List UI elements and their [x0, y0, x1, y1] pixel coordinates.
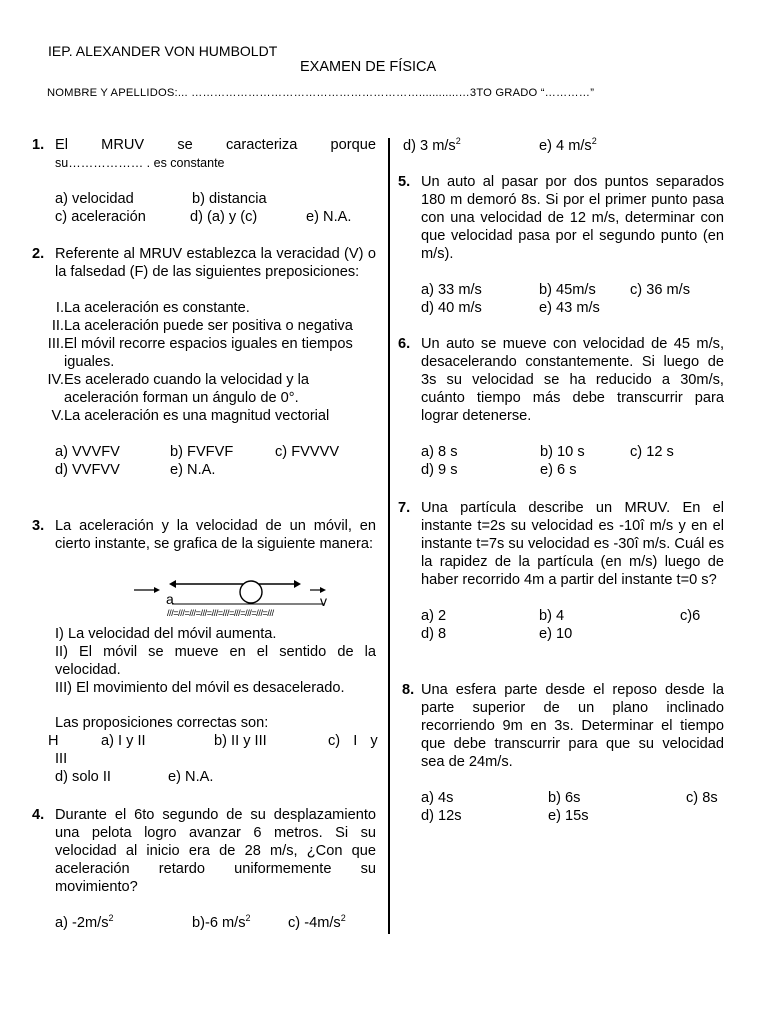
question-number: 3.	[32, 518, 45, 534]
roman-numeral: V.	[51, 408, 64, 424]
exponent: 2	[108, 913, 114, 923]
statement-text: La aceleración es constante.	[64, 300, 250, 316]
question-stem: Una partícula describe un MRUV. En el instante t=2s su velocidad es -10î m/s y en el instante t=7s su velocidad es -30î m/s. Cuál es la rapidez de la partícula (en m/s) luego de haber recorrido 4m a partir del instante t=0 s?	[421, 500, 724, 588]
question-stem: Un auto al pasar por dos puntos separados 180 m demoró 8s. Si por el primer punto pasa con una velocidad de 12 m/s, determinar con que velocidad pasa por el segundo punto (en m/s).	[421, 174, 724, 262]
option-c[interactable]: c) aceleración	[55, 209, 146, 225]
option-d[interactable]: d) (a) y (c)	[190, 209, 258, 225]
option-c[interactable]: c)6	[680, 608, 701, 624]
motion-arrowhead-right	[294, 580, 301, 588]
question-number: 7.	[398, 500, 411, 516]
proposition-1: I) La velocidad del móvil aumenta.	[55, 626, 277, 642]
school-name: IEP. ALEXANDER VON HUMBOLDT	[48, 43, 278, 59]
question-stem: El MRUV se caracteriza porque	[55, 137, 376, 153]
option-text: b)-6 m/s	[192, 915, 246, 931]
option-d[interactable]: d) 9 s	[421, 462, 458, 478]
option-text: a) -2m/s	[55, 915, 109, 931]
options-row	[32, 190, 376, 208]
exponent: 2	[340, 913, 346, 923]
exam-title: EXAMEN DE FÍSICA	[300, 59, 437, 75]
option-d[interactable]: d) 40 m/s	[421, 300, 482, 316]
option-e[interactable]: e) 15s	[548, 808, 589, 824]
option-a[interactable]: a) I y II	[101, 733, 146, 749]
option-e[interactable]: e) 10	[539, 626, 573, 642]
statement-item	[32, 317, 376, 335]
statement-item	[32, 407, 376, 425]
label-v: v	[320, 593, 327, 609]
statement-item	[32, 371, 376, 389]
options-row	[398, 789, 724, 807]
option-text: e) 4 m/s	[539, 138, 592, 154]
option-a[interactable]	[55, 914, 114, 932]
question-4	[32, 806, 376, 932]
option-c[interactable]: c) 8s	[686, 790, 718, 806]
option-b[interactable]: b) FVFVF	[170, 444, 234, 460]
option-e[interactable]: e) N.A.	[306, 209, 352, 225]
question-5	[398, 173, 724, 317]
question-stem: Referente al MRUV establezca la veracidad (V) o la falsedad (F) de las siguientes preposiciones:	[55, 246, 376, 280]
option-b[interactable]: b) 45m/s	[539, 282, 596, 298]
options-row	[398, 281, 724, 299]
question-number: 5.	[398, 174, 411, 190]
roman-numeral: II.	[51, 318, 64, 334]
statement-text: aceleración forman un ángulo de 0°.	[64, 390, 299, 406]
option-d[interactable]: d) solo II	[55, 769, 111, 785]
question-number: 2.	[32, 246, 45, 262]
option-text: d) 3 m/s	[403, 138, 456, 154]
ground-hatching: ///=///=///=///=///=///=///=///=///=///	[167, 608, 274, 618]
options-row	[32, 443, 376, 461]
motion-diagram	[124, 576, 344, 610]
statement-item	[32, 335, 376, 353]
options-row	[398, 443, 724, 461]
option-b[interactable]: b) 6s	[548, 790, 581, 806]
proposition-2: II) El móvil se mueve en el sentido de la velocidad.	[55, 644, 376, 678]
option-e[interactable]: e) N.A.	[168, 769, 214, 785]
question-3-props	[32, 625, 376, 786]
question-stem: Una esfera parte desde el reposo desde la parte superior de un plano inclinado recorriendo 9m en 3s. Determinar el tiempo que debe transcurrir para que su velocidad sea de 24m/s.	[421, 682, 724, 770]
options-row	[398, 807, 724, 825]
statement-text: iguales.	[64, 354, 115, 370]
option-b[interactable]: b) II y III	[214, 733, 267, 749]
question-stem-cont: su……………… . es constante	[55, 156, 225, 170]
question-number: 8.	[402, 682, 415, 698]
option-h: H	[48, 733, 59, 749]
question-7	[398, 499, 724, 643]
option-text: c) -4m/s	[288, 915, 341, 931]
options-row	[32, 768, 376, 786]
options-row	[32, 914, 376, 932]
options-row	[398, 137, 724, 155]
roman-numeral: I.	[55, 300, 64, 316]
option-e[interactable]: e) N.A.	[170, 462, 216, 478]
motion-arrowhead-left	[169, 580, 176, 588]
option-c[interactable]	[288, 914, 346, 932]
option-e[interactable]	[539, 137, 597, 155]
question-number: 6.	[398, 336, 411, 352]
exponent: 2	[245, 913, 251, 923]
option-a[interactable]: a) 2	[421, 608, 447, 624]
option-c[interactable]: c) FVVVV	[275, 444, 340, 460]
student-name-line: NOMBRE Y APELLIDOS:... ……………………………………………………............…3TO GRADO “…………”	[47, 87, 595, 99]
statement-text: La aceleración puede ser positiva o negativa	[64, 318, 353, 334]
acceleration-arrowhead	[154, 587, 160, 593]
option-a[interactable]: a) velocidad	[55, 191, 134, 207]
question-4-cont	[398, 137, 724, 155]
label-a: a	[166, 591, 174, 607]
option-c-cont: III	[55, 751, 68, 767]
option-b[interactable]: b) 4	[539, 608, 565, 624]
options-row	[398, 607, 724, 625]
option-d[interactable]: d) 8	[421, 626, 447, 642]
option-c[interactable]: c) I y	[328, 733, 378, 749]
question-stem: Un auto se mueve con velocidad de 45 m/s, desacelerando constantemente. Si luego de 3s su velocidad se ha reducido a 30m/s, cuánto tiempo más debe transcurrir para lograr detenerse.	[421, 336, 724, 424]
option-c[interactable]: c) 36 m/s	[630, 282, 691, 298]
option-a[interactable]: a) VVVFV	[55, 444, 120, 460]
question-number: 1.	[32, 137, 45, 153]
question-2	[32, 245, 376, 479]
statement-text: La aceleración es una magnitud vectorial	[64, 408, 330, 424]
statement-item	[32, 389, 376, 407]
question-6	[398, 335, 724, 479]
option-e[interactable]: e) 43 m/s	[539, 300, 600, 316]
option-e[interactable]: e) 6 s	[540, 462, 577, 478]
statement-text: El móvil recorre espacios iguales en tiempos	[64, 336, 353, 352]
question-1	[32, 136, 376, 226]
statement-item	[32, 299, 376, 317]
statement-text: Es acelerado cuando la velocidad y la	[64, 372, 310, 388]
option-c[interactable]: c) 12 s	[630, 444, 674, 460]
correct-label: Las proposiciones correctas son:	[55, 715, 269, 731]
roman-numeral: III.	[47, 336, 64, 352]
roman-numeral: IV.	[47, 372, 64, 388]
question-number: 4.	[32, 807, 45, 823]
exponent: 2	[591, 136, 597, 146]
proposition-3: III) El movimiento del móvil es desacelerado.	[55, 680, 345, 696]
option-d[interactable]: d) 12s	[421, 808, 462, 824]
option-b[interactable]	[192, 914, 251, 932]
question-8	[398, 681, 724, 825]
options-row	[32, 208, 376, 226]
question-stem: La aceleración y la velocidad de un móvil, en cierto instante, se grafica de la siguiente manera:	[55, 518, 376, 552]
question-3	[32, 517, 376, 553]
option-b[interactable]: b) 10 s	[540, 444, 585, 460]
option-b[interactable]: b) distancia	[192, 191, 267, 207]
options-row	[398, 461, 724, 479]
option-a[interactable]: a) 8 s	[421, 444, 458, 460]
option-d[interactable]	[403, 137, 461, 155]
options-row	[32, 461, 376, 479]
option-a[interactable]: a) 4s	[421, 790, 454, 806]
option-a[interactable]: a) 33 m/s	[421, 282, 482, 298]
options-row	[398, 625, 724, 643]
options-row	[398, 299, 724, 317]
statement-item	[32, 353, 376, 371]
question-stem: Durante el 6to segundo de su desplazamiento una pelota logro avanzar 6 metros. Si su velocidad al inicio era de 28 m/s, ¿Con que aceleración retardo uniformemente su movimiento?	[55, 807, 376, 895]
options-row	[32, 750, 376, 768]
column-divider	[388, 138, 390, 934]
option-d[interactable]: d) VVFVV	[55, 462, 120, 478]
options-row	[32, 732, 376, 750]
ball	[240, 581, 262, 603]
exponent: 2	[455, 136, 461, 146]
